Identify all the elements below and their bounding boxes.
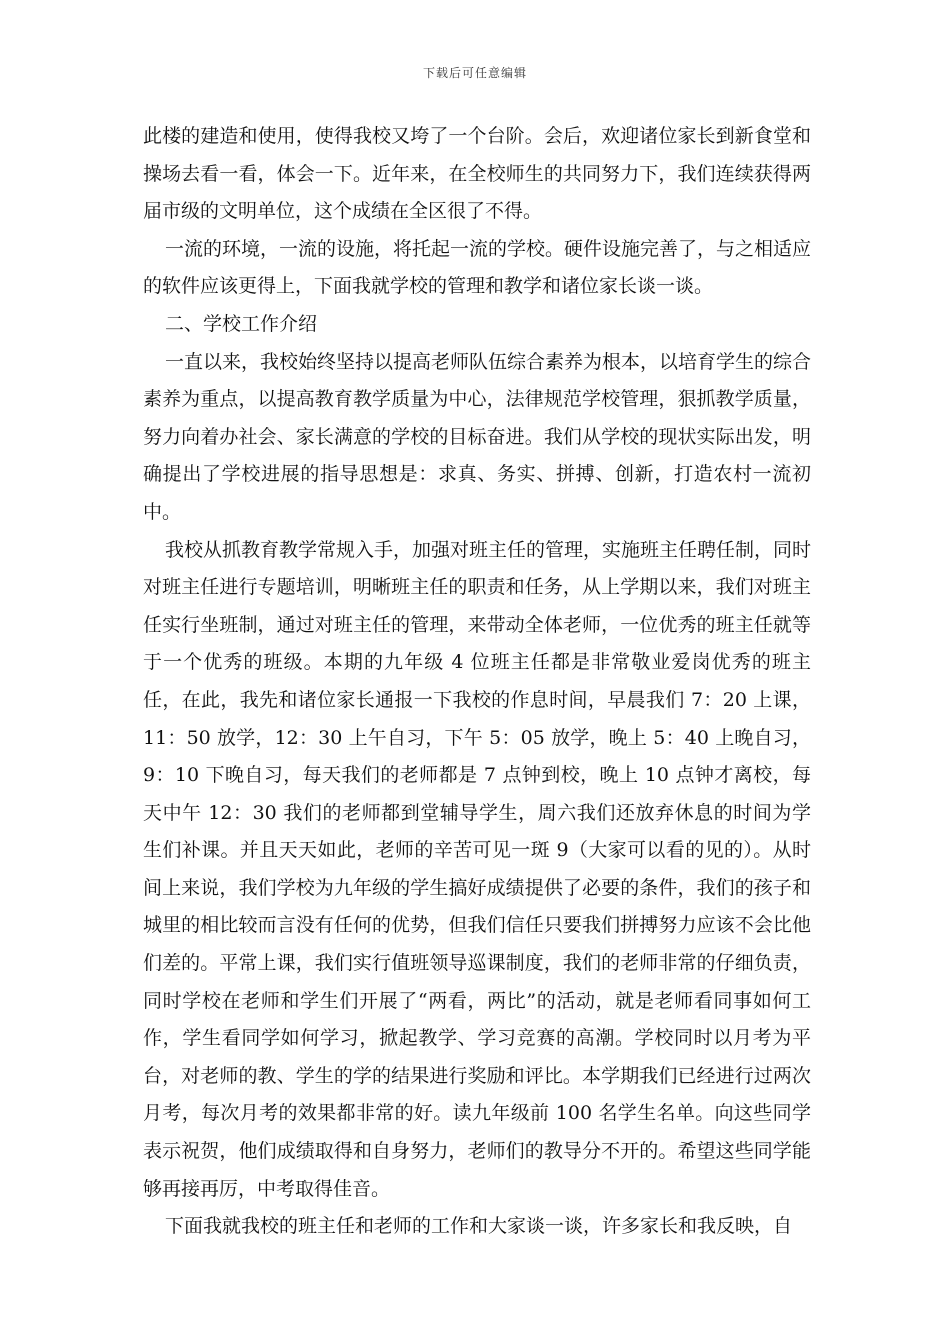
section-heading: 二、学校工作介绍 (165, 312, 318, 335)
page-header: 下载后可任意编辑 (422, 66, 527, 80)
paragraph: 一直以来，我校始终坚持以提高老师队伍综合素养为根本，以培育学生的综合素养为重点，以提高教育教学质量为中心，法律规范学校管理，狠抓教学质量，努力向着办社会、家长满意的学校的目标奋进。我们从学校的现状实际出发，明确提出了学校进展的指导思想是：求真、务实、拼搏、创新，打造农村一流初中。 (143, 350, 812, 523)
paragraph: 一流的环境，一流的设施，将托起一流的学校。硬件设施完善了，与之相适应的软件应该更得上，下面我就学校的管理和教学和诸位家长谈一谈。 (143, 237, 812, 298)
paragraph: 我校从抓教育教学常规入手，加强对班主任的管理，实施班主任聘任制，同时对班主任进行专题培训，明晰班主任的职责和任务，从上学期以来，我们对班主任实行坐班制，通过对班主任的管理，来带动全体老师，一位优秀的班主任就等于一个优秀的班级。本期的九年级 4 位班主任都是非常敬业爱岗优秀的班主任，在此，我先和诸位家长通报一下我校的作息时间，早晨我们 7：20 上课，11：50 放学，12：30 上午自习，下午 5：05 放学，晚上 5：40 上晚自习，9：10 下晚自习，每天我们的老师都是 7 点钟到校，晚上 10 点钟才离校，每天中午 12：30 我们的老师都到堂辅导学生，周六我们还放弃休息的时间为学生们补课。并且天天如此，老师的辛苦可见一斑 9（大家可以看的见的）。从时间上来说，我们学校为九年级的学生搞好成绩提供了必要的条件，我们的孩子和城里的相比较而言没有任何的优势，但我们信任只要我们拼搏努力应该不会比他们差的。平常上课，我们实行值班领导巡课制度，我们的老师非常的仔细负责，同时学校在老师和学生们开展了“两看，两比”的活动，就是老师看同事如何工作，学生看同学如何学习，掀起教学、学习竞赛的高潮。学校同时以月考为平台，对老师的教、学生的学的结果进行奖励和评比。本学期我们已经进行过两次月考，每次月考的效果都非常的好。读九年级前 100 名学生名单。向这些同学表示祝贺，他们成绩取得和自身努力，老师们的教导分不开的。希望这些同学能够再接再厉，中考取得佳音。 (143, 538, 812, 1200)
document-body (143, 118, 811, 1246)
paragraph: 此楼的建造和使用，使得我校又垮了一个台阶。会后，欢迎诸位家长到新食堂和操场去看一看，体会一下。近年来，在全校师生的共同努力下，我们连续获得两届市级的文明单位，这个成绩在全区很了不得。 (143, 125, 811, 223)
paragraph: 下面我就我校的班主任和老师的工作和大家谈一谈，许多家长和我反映，自 (165, 1215, 793, 1238)
